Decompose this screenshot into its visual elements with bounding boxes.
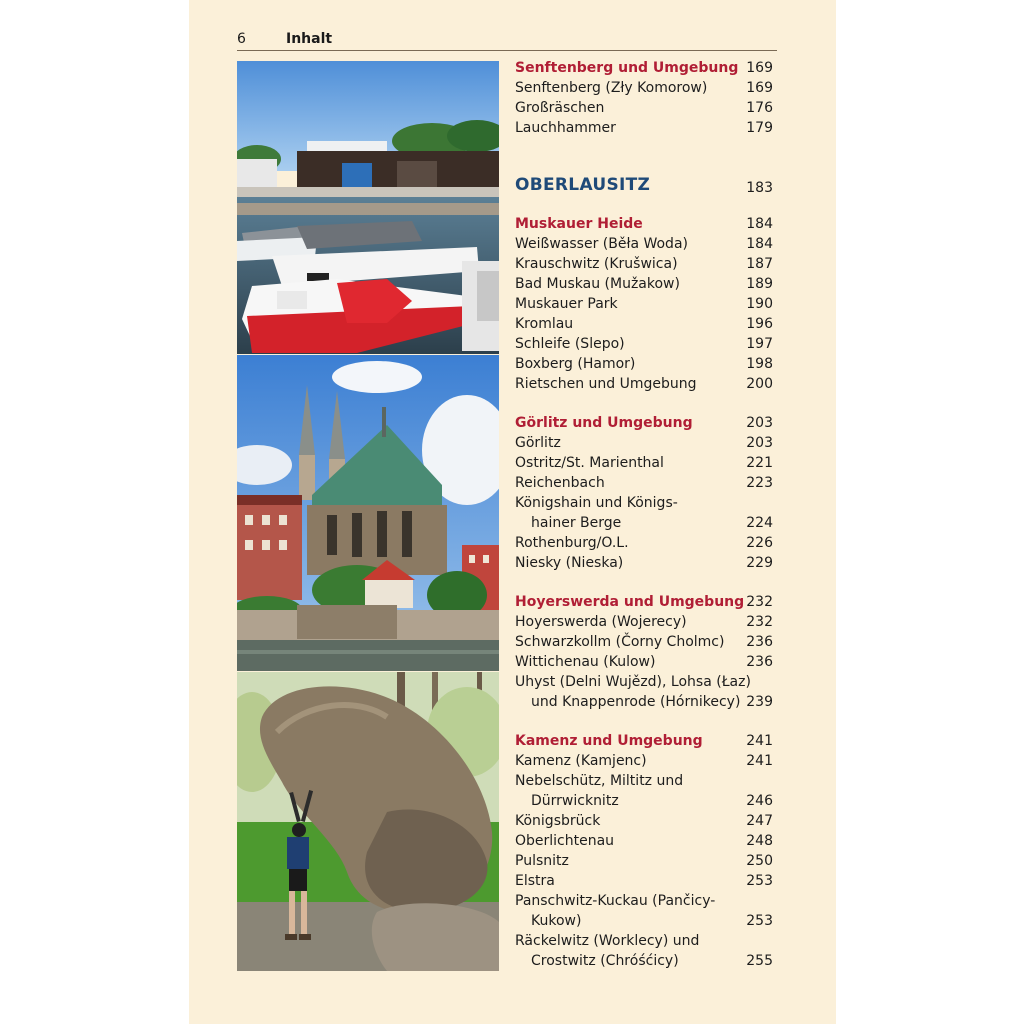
toc-region-oberlausitz [515, 172, 775, 198]
toc-entry[interactable] [515, 811, 775, 831]
toc-heading-label: Kamenz und Umgebung [515, 733, 703, 749]
toc-page-number: 169 [746, 80, 773, 96]
toc-entry[interactable] [515, 931, 775, 951]
toc-entry[interactable] [515, 334, 775, 354]
toc-entry-label: Crostwitz (Chróśćicy) [531, 953, 679, 969]
toc-page-number: 241 [746, 753, 773, 769]
toc-entry[interactable] [515, 354, 775, 374]
page-number: 6 [237, 31, 246, 47]
toc-entry[interactable] [515, 672, 775, 692]
toc-entry-label: Boxberg (Hamor) [515, 356, 636, 372]
toc-page-number: 250 [746, 853, 773, 869]
toc-page-number: 176 [746, 100, 773, 116]
toc-page-number: 198 [746, 356, 773, 372]
toc-page-number: 232 [746, 594, 773, 610]
toc-entry[interactable] [515, 473, 775, 493]
toc-entry-label: Großräschen [515, 100, 605, 116]
toc-entry-label: Uhyst (Delni Wujězd), Lohsa (Łaz) [515, 674, 751, 690]
toc-entry[interactable] [515, 374, 775, 394]
toc-page-number: 223 [746, 475, 773, 491]
toc-page-number: 239 [746, 694, 773, 710]
toc-page-number: 226 [746, 535, 773, 551]
toc-entry-label: Kamenz (Kamjenc) [515, 753, 647, 769]
toc-entry[interactable] [515, 771, 775, 791]
toc-page-number: 190 [746, 296, 773, 312]
running-header [237, 30, 777, 51]
toc-entry-label: Räckelwitz (Worklecy) und [515, 933, 700, 949]
toc-page-number: 229 [746, 555, 773, 571]
toc-entry-continuation[interactable] [515, 911, 775, 931]
toc-entry[interactable] [515, 118, 775, 138]
toc-section-heading[interactable] [515, 592, 775, 612]
toc-entry[interactable] [515, 294, 775, 314]
toc-page-number: 179 [746, 120, 773, 136]
toc-entry-label: Reichenbach [515, 475, 605, 491]
photo-balancing-rock [237, 672, 499, 971]
toc-entry[interactable] [515, 612, 775, 632]
toc-page-number: 236 [746, 654, 773, 670]
toc-entry[interactable] [515, 274, 775, 294]
toc-entry-label: Königsbrück [515, 813, 601, 829]
toc-entry-label: und Knappenrode (Hórnikecy) [531, 694, 741, 710]
toc-entry[interactable] [515, 98, 775, 118]
toc-entry-continuation[interactable] [515, 692, 775, 712]
toc-page-number: 169 [746, 60, 773, 76]
toc-entry[interactable] [515, 851, 775, 871]
toc-entry-label: Schleife (Slepo) [515, 336, 625, 352]
toc-section-kamenz [515, 731, 775, 971]
toc-page-number: 255 [746, 953, 773, 969]
toc-entry-label: Senftenberg (Zły Komorow) [515, 80, 708, 96]
toc-entry[interactable] [515, 234, 775, 254]
toc-entry[interactable] [515, 453, 775, 473]
toc-page-number: 197 [746, 336, 773, 352]
toc-page-number: 187 [746, 256, 773, 272]
toc-page-number: 253 [746, 913, 773, 929]
toc-entry-label: Pulsnitz [515, 853, 569, 869]
toc-entry[interactable] [515, 831, 775, 851]
toc-heading-label: Senftenberg und Umgebung [515, 60, 739, 76]
toc-entry-label: Kromlau [515, 316, 574, 332]
toc-entry[interactable] [515, 254, 775, 274]
toc-region-label: OBERLAUSITZ [515, 175, 651, 195]
toc-entry-continuation[interactable] [515, 513, 775, 533]
toc-heading-label: Görlitz und Umgebung [515, 415, 693, 431]
toc-heading-label: Hoyerswerda und Umgebung [515, 594, 745, 610]
toc-page-number: 183 [746, 180, 773, 196]
toc-entry[interactable] [515, 78, 775, 98]
toc-entry-label: Nebelschütz, Miltitz und [515, 773, 684, 789]
toc-page-number: 253 [746, 873, 773, 889]
toc-section-heading[interactable] [515, 413, 775, 433]
toc-entry-label: Bad Muskau (Mužakow) [515, 276, 680, 292]
toc-page-number: 189 [746, 276, 773, 292]
toc-entry-label: Weißwasser (Běła Woda) [515, 236, 688, 252]
toc-page-number: 224 [746, 515, 773, 531]
toc-entry[interactable] [515, 871, 775, 891]
toc-entry-label: Königshain und Königs- [515, 495, 678, 511]
toc-entry-label: Hoyerswerda (Wojerecy) [515, 614, 687, 630]
toc-entry-label: Elstra [515, 873, 555, 889]
toc-entry-label: hainer Berge [531, 515, 622, 531]
toc-section-hoyerswerda [515, 592, 775, 712]
toc-entry[interactable] [515, 632, 775, 652]
toc-entry[interactable] [515, 533, 775, 553]
toc-page-number: 184 [746, 236, 773, 252]
toc-entry-label: Lauchhammer [515, 120, 616, 136]
toc-entry[interactable] [515, 751, 775, 771]
page-title: Inhalt [286, 31, 333, 47]
toc-page-number: 203 [746, 415, 773, 431]
toc-section-muskauer-heide [515, 214, 775, 394]
photo-harbour-boats [237, 61, 499, 354]
toc-page-number: 203 [746, 435, 773, 451]
toc-page-number: 247 [746, 813, 773, 829]
toc-entry-label: Ostritz/St. Marienthal [515, 455, 664, 471]
toc-entry[interactable] [515, 433, 775, 453]
toc-entry-label: Wittichenau (Kulow) [515, 654, 656, 670]
table-of-contents [515, 58, 775, 990]
toc-page-number: 246 [746, 793, 773, 809]
toc-page-number: 200 [746, 376, 773, 392]
toc-section-goerlitz [515, 413, 775, 573]
toc-page-number: 232 [746, 614, 773, 630]
toc-entry-label: Oberlichtenau [515, 833, 615, 849]
toc-entry-continuation[interactable] [515, 951, 775, 971]
toc-entry[interactable] [515, 493, 775, 513]
toc-entry[interactable] [515, 891, 775, 911]
toc-section-heading[interactable] [515, 58, 775, 78]
toc-page-number: 184 [746, 216, 773, 232]
toc-section-senftenberg [515, 58, 775, 138]
toc-entry-label: Krauschwitz (Krušwica) [515, 256, 678, 272]
toc-entry-label: Schwarzkollm (Čorny Cholmc) [515, 634, 725, 650]
toc-page-number: 248 [746, 833, 773, 849]
toc-entry-label: Niesky (Nieska) [515, 555, 624, 571]
toc-section-heading[interactable] [515, 731, 775, 751]
toc-page-number: 221 [746, 455, 773, 471]
toc-entry[interactable] [515, 553, 775, 573]
toc-region-heading[interactable] [515, 172, 775, 198]
toc-entry-label: Panschwitz-Kuckau (Pančicy- [515, 893, 716, 909]
toc-page-number: 241 [746, 733, 773, 749]
toc-page-number: 236 [746, 634, 773, 650]
toc-entry-label: Dürrwicknitz [531, 793, 619, 809]
toc-entry-label: Rothenburg/O.L. [515, 535, 629, 551]
toc-heading-label: Muskauer Heide [515, 216, 643, 232]
toc-entry[interactable] [515, 314, 775, 334]
toc-entry-label: Kukow) [531, 913, 582, 929]
toc-entry[interactable] [515, 652, 775, 672]
toc-entry-label: Rietschen und Umgebung [515, 376, 697, 392]
toc-page-number: 196 [746, 316, 773, 332]
photo-goerlitz-church [237, 355, 499, 671]
toc-entry-continuation[interactable] [515, 791, 775, 811]
toc-section-heading[interactable] [515, 214, 775, 234]
toc-entry-label: Görlitz [515, 435, 561, 451]
toc-entry-label: Muskauer Park [515, 296, 618, 312]
